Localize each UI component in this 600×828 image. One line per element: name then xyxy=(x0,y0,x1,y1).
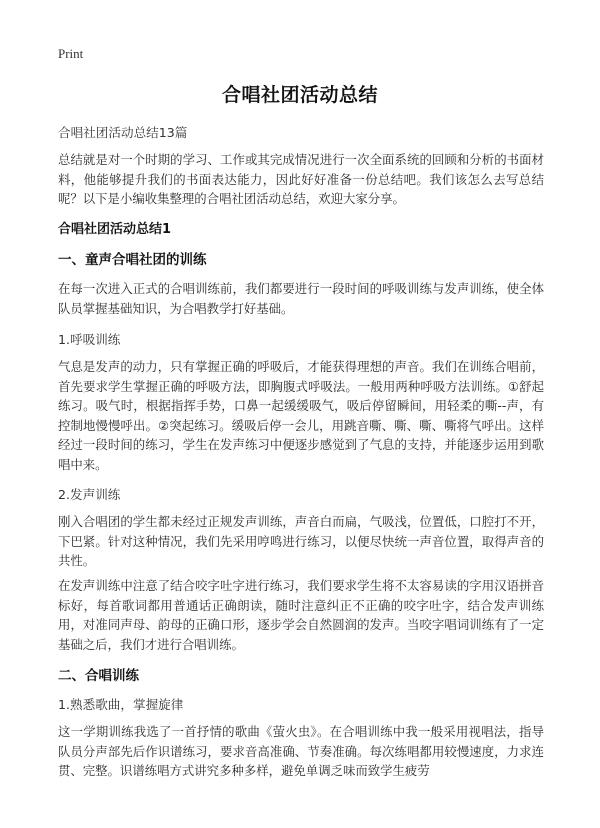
subsection-title-breathing: 1.呼吸训练 xyxy=(58,332,121,347)
part1-intro-paragraph: 在每一次进入正式的合唱训练前，我们都要进行一段时间的呼吸训练与发声训练，使全体队员掌握基础知识，为合唱教学打好基础。 xyxy=(58,281,544,316)
subsection-title-vocal: 2.发声训练 xyxy=(58,487,121,502)
intro-paragraph: 总结就是对一个时期的学习、工作或其完成情况进行一次全面系统的回顾和分析的书面材料，他能够提升我们的书面表达能力，因此好好准备一份总结吧。我们该怎么去写总结呢？以下是小编收集整理的合唱社团活动总结，欢迎大家分享。 xyxy=(58,152,544,206)
document-title: 合唱社团活动总结 xyxy=(221,84,378,106)
part2-heading: 二、合唱训练 xyxy=(58,668,139,684)
melody-paragraph: 这一学期训练我选了一首抒情的歌曲《萤火虫》。在合唱训练中我一般采用视唱法，指导队员分声部先后作识谱练习，要求音高准确、节奏准确。每次练唱都用较慢速度，力求连贯、完整。识谱练唱方式讲究多种多样，避免单调乏味而致学生疲劳 xyxy=(58,724,544,778)
print-link[interactable]: Print xyxy=(58,46,84,61)
part1-heading: 一、童声合唱社团的训练 xyxy=(58,252,207,268)
breathing-paragraph: 气息是发声的动力，只有掌握正确的呼吸后，才能获得理想的声音。我们在训练合唱前，首先要求学生掌握正确的呼吸方法，即胸腹式呼吸法。一般用两种呼吸方法训练。①舒起练习。吸气时，根据指挥手势，口鼻一起缓缓吸气，吸后停留瞬间，用轻柔的嘶--声，有控制地慢慢呼出。②突起练习。缓吸后停一会儿，用跳音嘶、嘶、嘶、嘶将气呼出。这样经过一段时间的练习，学生在发声练习中便逐步感觉到了气息的支持，并能逐步运用到歌唱中来。 xyxy=(58,359,544,472)
vocal-paragraph-2: 在发声训练中注意了结合咬字吐字进行练习，我们要求学生将不太容易读的字用汉语拼音标好，每首歌词都用普通话正确朗读，随时注意纠正不正确的咬字吐字，结合发声训练用，对准同声母、韵母的正确口形，逐步学会自然圆润的发声。当咬字唱词训练有了一定基础之后，我们才进行合唱训练。 xyxy=(58,578,544,652)
subsection-title-melody: 1.熟悉歌曲，掌握旋律 xyxy=(58,697,184,712)
vocal-paragraph-1: 刚入合唱团的学生都未经过正规发声训练，声音白而扁，气吸浅，位置低，口腔打不开，下巴紧。针对这种情况，我们先采用哼鸣进行练习，以便尽快统一声音位置，取得声音的共性。 xyxy=(58,514,544,568)
document-subtitle: 合唱社团活动总结13篇 xyxy=(58,125,188,140)
section-title: 合唱社团活动总结1 xyxy=(58,222,172,237)
